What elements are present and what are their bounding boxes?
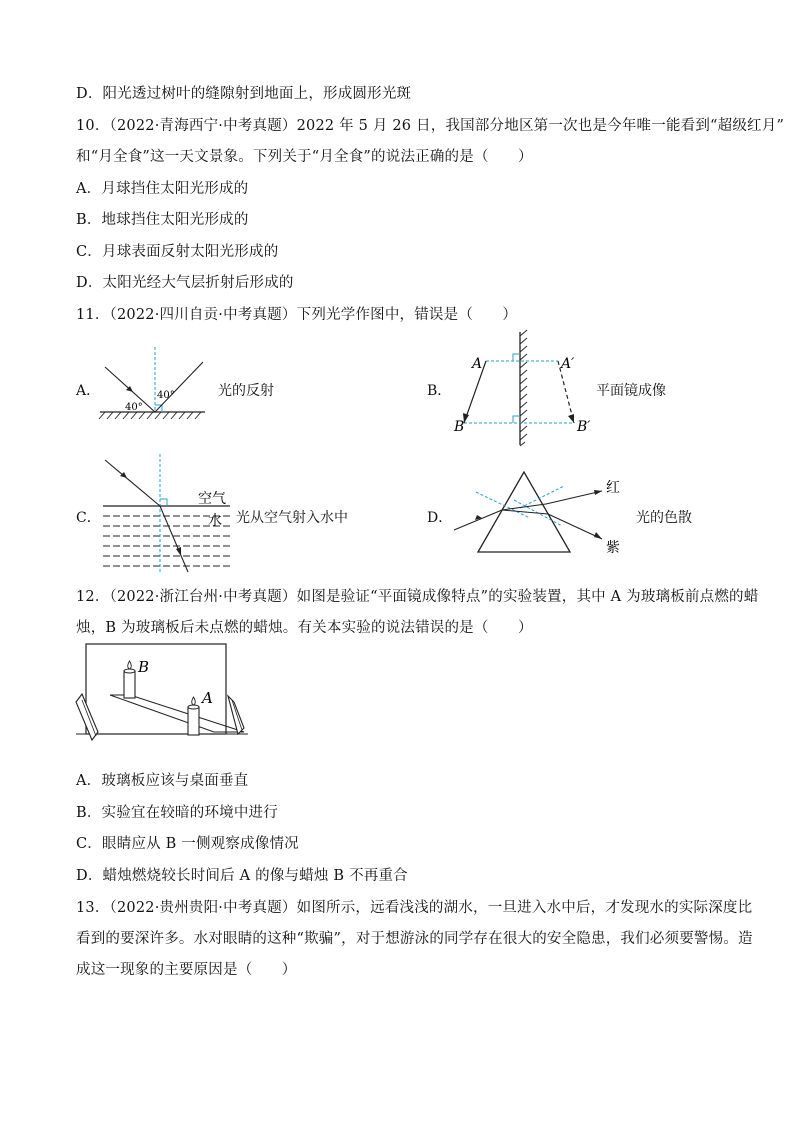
q11-d-letter: D． — [427, 510, 453, 526]
point-a-label: A — [472, 356, 483, 372]
q11-a-caption: 光的反射 — [218, 383, 274, 399]
q12-stem-line2: 烛，B 为玻璃板后未点燃的蜡烛。有关本实验的说法错误的是（ ） — [76, 620, 533, 636]
q10-stem-line1: 10．（2022·青海西宁·中考真题）2022 年 5 月 26 日，我国部分地区第一次也是今年唯一能看到“超级红月” — [76, 118, 785, 134]
q12-option-d: D．蜡烛燃烧较长时间后 A 的像与蜡烛 B 不再重合 — [76, 868, 408, 884]
q9-option-d: D．阳光透过树叶的缝隙射到地面上，形成圆形光斑 — [76, 86, 412, 102]
q10-stem-line2: 和“月全食”这一天文景象。下列关于“月全食”的说法正确的是（ ） — [76, 149, 533, 165]
violet-label: 紫 — [606, 540, 620, 556]
point-b-label: B — [454, 419, 465, 435]
angle-label-bottom: 40° — [125, 402, 143, 413]
dispersion-diagram — [450, 464, 650, 564]
q12-option-c: C．眼睛应从 B 一侧观察成像情况 — [76, 836, 299, 852]
reflection-diagram — [95, 345, 215, 435]
q11-c-caption: 光从空气射入水中 — [236, 510, 348, 526]
water-label: 水 — [208, 513, 222, 529]
q12-option-a: A．玻璃板应该与桌面垂直 — [76, 773, 249, 789]
candle-experiment-figure — [72, 642, 252, 744]
red-label: 红 — [606, 480, 620, 496]
q13-stem-line2: 看到的要深许多。水对眼睛的这种“欺骗”，对于想游泳的同学存在很大的安全隐患，我们必须要警惕。造 — [76, 931, 753, 947]
q12-stem-line1: 12．（2022·浙江台州·中考真题）如图是验证“平面镜成像特点”的实验装置，其中 A 为玻璃板前点燃的蜡 — [76, 589, 759, 605]
q11-b-caption: 平面镜成像 — [596, 383, 666, 399]
candle-b-label: B — [138, 658, 150, 676]
q11-c-letter: C． — [76, 510, 101, 526]
q10-option-c: C．月球表面反射太阳光形成的 — [76, 244, 279, 260]
q13-stem-line3: 成这一现象的主要原因是（ ） — [76, 962, 297, 978]
q11-d-caption: 光的色散 — [636, 510, 692, 526]
q10-option-d: D．太阳光经大气层折射后形成的 — [76, 275, 294, 291]
q10-option-b: B．地球挡住太阳光形成的 — [76, 212, 249, 228]
q12-option-b: B．实验宜在较暗的环境中进行 — [76, 805, 278, 821]
plane-mirror-diagram — [450, 330, 600, 448]
q10-option-a: A．月球挡住太阳光形成的 — [76, 181, 249, 197]
q11-stem: 11．（2022·四川自贡·中考真题）下列光学作图中，错误是（ ） — [76, 307, 518, 323]
point-b-prime-label: B′ — [577, 419, 591, 435]
candle-a-label: A — [202, 689, 213, 707]
q11-a-letter: A． — [76, 383, 101, 399]
refraction-diagram — [100, 452, 240, 577]
point-a-prime-label: A′ — [561, 356, 575, 372]
q13-stem-line1: 13．（2022·贵州贵阳·中考真题）如图所示，远看浅浅的湖水，一旦进入水中后，才发现水的实际深度比 — [76, 900, 753, 916]
angle-label-top: 40° — [157, 390, 175, 401]
air-label: 空气 — [198, 491, 226, 507]
q11-b-letter: B． — [427, 383, 452, 399]
